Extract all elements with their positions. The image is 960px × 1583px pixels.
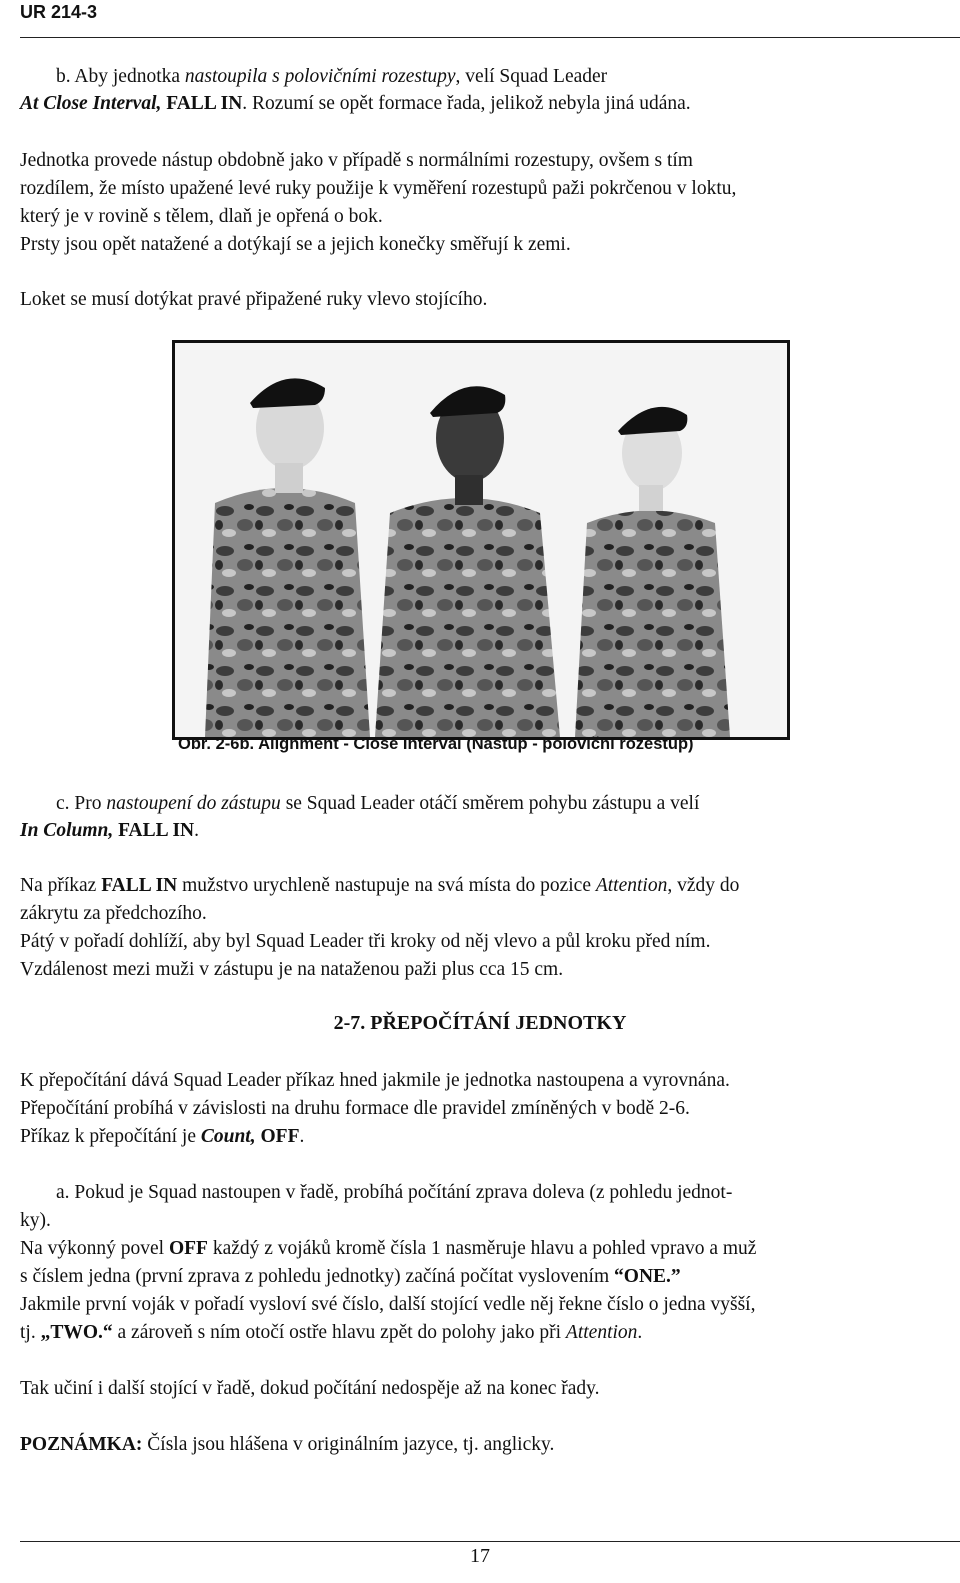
para-4-line-2: Přepočítání probíhá v závislosti na druhu formace dle pravidel zmíněných v bodě 2-6.: [20, 1098, 690, 1119]
para-1-line-4: Prsty jsou opět natažené a dotýkají se a jejich konečky směřují k zemi.: [20, 234, 571, 255]
para-1-line-1: Jednotka provede nástup obdobně jako v případě s normálními rozestupy, ovšem s tím: [20, 150, 693, 171]
document-id: UR 214-3: [20, 2, 98, 22]
para-c-line-2: In Column, FALL IN.: [20, 820, 199, 841]
para-5: Tak učiní i další stojící v řadě, dokud počítání nedospěje až na konec řady.: [20, 1378, 600, 1399]
para-2: Loket se musí dotýkat pravé připažené ruky vlevo stojícího.: [20, 289, 488, 310]
header-rule: [20, 37, 960, 38]
para-a-line-6: tj. „TWO.“ a zároveň s ním otočí ostře hlavu zpět do polohy jako při Attention.: [20, 1322, 643, 1343]
para-4-line-3: Příkaz k přepočítání je Count, OFF.: [20, 1126, 305, 1147]
para-3-line-2: zákrytu za předchozího.: [20, 903, 207, 924]
para-a-line-2: ky).: [20, 1210, 51, 1231]
soldiers-photo-illustration: [175, 343, 787, 737]
para-b-line-2: At Close Interval, FALL IN. Rozumí se opět formace řada, jelikož nebyla jiná udána.: [20, 93, 691, 114]
section-heading: 2-7. PŘEPOČÍTÁNÍ JEDNOTKY: [333, 1012, 627, 1034]
para-4-line-1: K přepočítání dává Squad Leader příkaz hned jakmile je jednotka nastoupena a vyrovnána.: [20, 1070, 730, 1091]
figure-photo: [172, 340, 790, 740]
para-a-line-5: Jakmile první voják v pořadí vysloví své číslo, další stojící vedle něj řekne číslo o jedna vyšší,: [20, 1294, 756, 1315]
para-a-line-4: s číslem jedna (první zprava z pohledu jednotky) začíná počítat vyslovením “ONE.”: [20, 1266, 681, 1287]
figure-caption: Obr. 2-6b. Alignment - Close Interval (Nástup - poloviční rozestup): [178, 735, 694, 753]
page-number: 17: [470, 1545, 490, 1567]
para-3-line-4: Vzdálenost mezi muži v zástupu je na nataženou paži plus cca 15 cm.: [20, 959, 564, 980]
footer-rule: [20, 1541, 960, 1542]
para-3-line-3: Pátý v pořadí dohlíží, aby byl Squad Leader tři kroky od něj vlevo a půl kroku před ním.: [20, 931, 711, 952]
para-c-line-1: c. Pro nastoupení do zástupu se Squad Leader otáčí směrem pohybu zástupu a velí: [56, 793, 700, 814]
para-b-line-1: b. Aby jednotka nastoupila s polovičními rozestupy, velí Squad Leader: [56, 66, 608, 87]
para-3-line-1: Na příkaz FALL IN mužstvo urychleně nastupuje na svá místa do pozice Attention, vždy do: [20, 875, 740, 896]
para-a-line-3: Na výkonný povel OFF každý z vojáků kromě čísla 1 nasměruje hlavu a pohled vpravo a muž: [20, 1238, 757, 1259]
para-a-line-1: a. Pokud je Squad nastoupen v řadě, probíhá počítání zprava doleva (z pohledu jednot-: [56, 1182, 733, 1203]
para-1-line-2: rozdílem, že místo upažené levé ruky použije k vyměření rozestupů paži pokrčenou v loktu,: [20, 178, 737, 199]
para-1-line-3: který je v rovině s tělem, dlaň je opřená o bok.: [20, 206, 383, 227]
note: POZNÁMKA: Čísla jsou hlášena v originálním jazyce, tj. anglicky.: [20, 1434, 555, 1455]
